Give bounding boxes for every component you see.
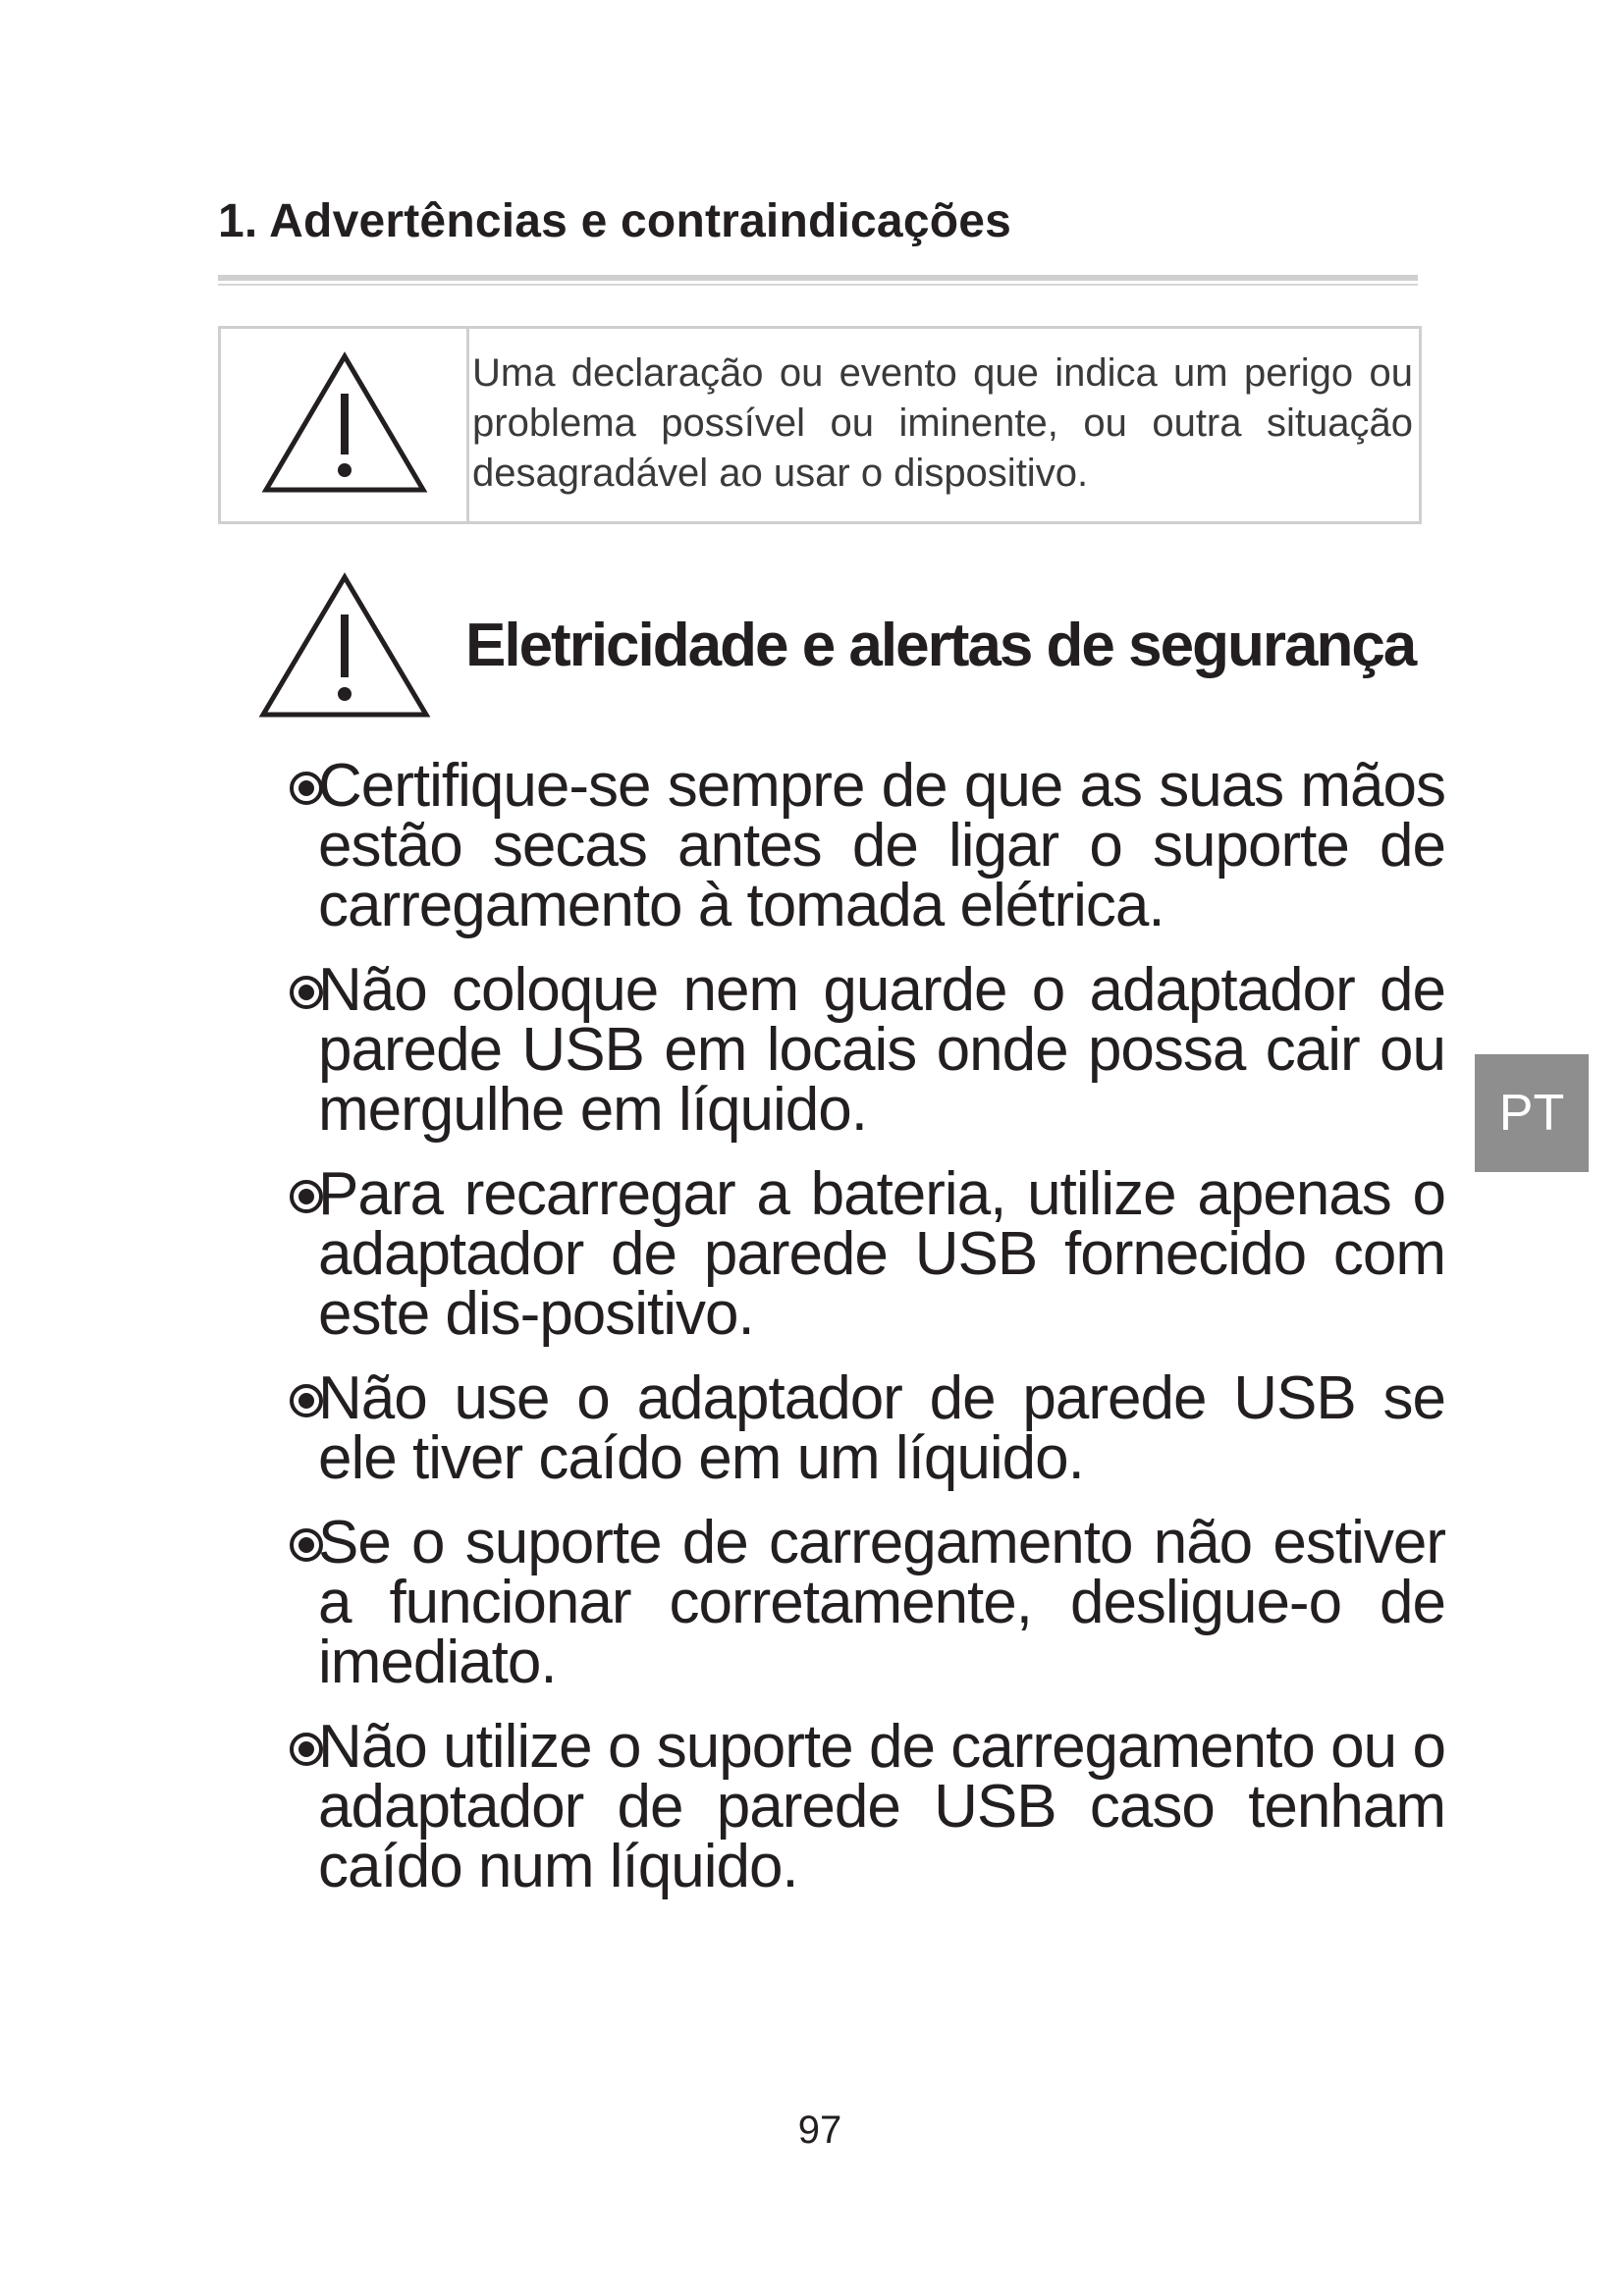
- language-tab: PT: [1475, 1054, 1589, 1172]
- list-item-text: Não coloque nem guarde o adaptador de parede USB em locais onde possa cair ou mergulhe em líquido.: [318, 956, 1445, 1144]
- list-item: [287, 956, 1445, 1144]
- warning-triangle-icon: [257, 571, 432, 721]
- list-item-text: Certifique-se sempre de que as suas mãos estão secas antes de ligar o suporte de carregamento à tomada elétrica.: [318, 752, 1445, 939]
- electrical-safety-title: Eletricidade e alertas de segurança: [465, 612, 1416, 679]
- list-item: [287, 752, 1445, 939]
- heading-divider: [218, 275, 1418, 287]
- bullet-icon: [290, 1528, 323, 1562]
- bullet-icon: [290, 1384, 323, 1417]
- safety-bullet-list: [287, 752, 1445, 1921]
- bullet-icon: [290, 772, 323, 805]
- warning-definition-box: [218, 326, 1422, 524]
- bullet-icon: [290, 1733, 323, 1766]
- warning-icon-cell: [221, 329, 469, 521]
- list-item-text: Para recarregar a bateria, utilize apenas o adaptador de parede USB fornecido com este dis-positivo.: [318, 1160, 1445, 1348]
- warning-definition-text: Uma declaração ou evento que indica um perigo ou problema possível ou iminente, ou outra situação desagradável ao usar o dispositivo.: [472, 351, 1413, 495]
- list-item-text: Não utilize o suporte de carregamento ou o adaptador de parede USB caso tenham caído num líquido.: [318, 1713, 1445, 1900]
- bullet-icon: [290, 976, 323, 1009]
- list-item: [287, 1364, 1445, 1492]
- page-number: 97: [797, 2109, 842, 2152]
- list-item: [287, 1160, 1445, 1348]
- bullet-icon: [290, 1180, 323, 1213]
- list-item: [287, 1713, 1445, 1900]
- list-item: [287, 1509, 1445, 1696]
- warning-triangle-icon: [260, 350, 429, 496]
- list-item-text: Não use o adaptador de parede USB se ele tiver caído em um líquido.: [318, 1364, 1445, 1492]
- section-heading: 1. Advertências e contraindicações: [218, 195, 1012, 247]
- list-item-text: Se o suporte de carregamento não estiver a funcionar corretamente, desligue-o de imediato.: [318, 1509, 1445, 1696]
